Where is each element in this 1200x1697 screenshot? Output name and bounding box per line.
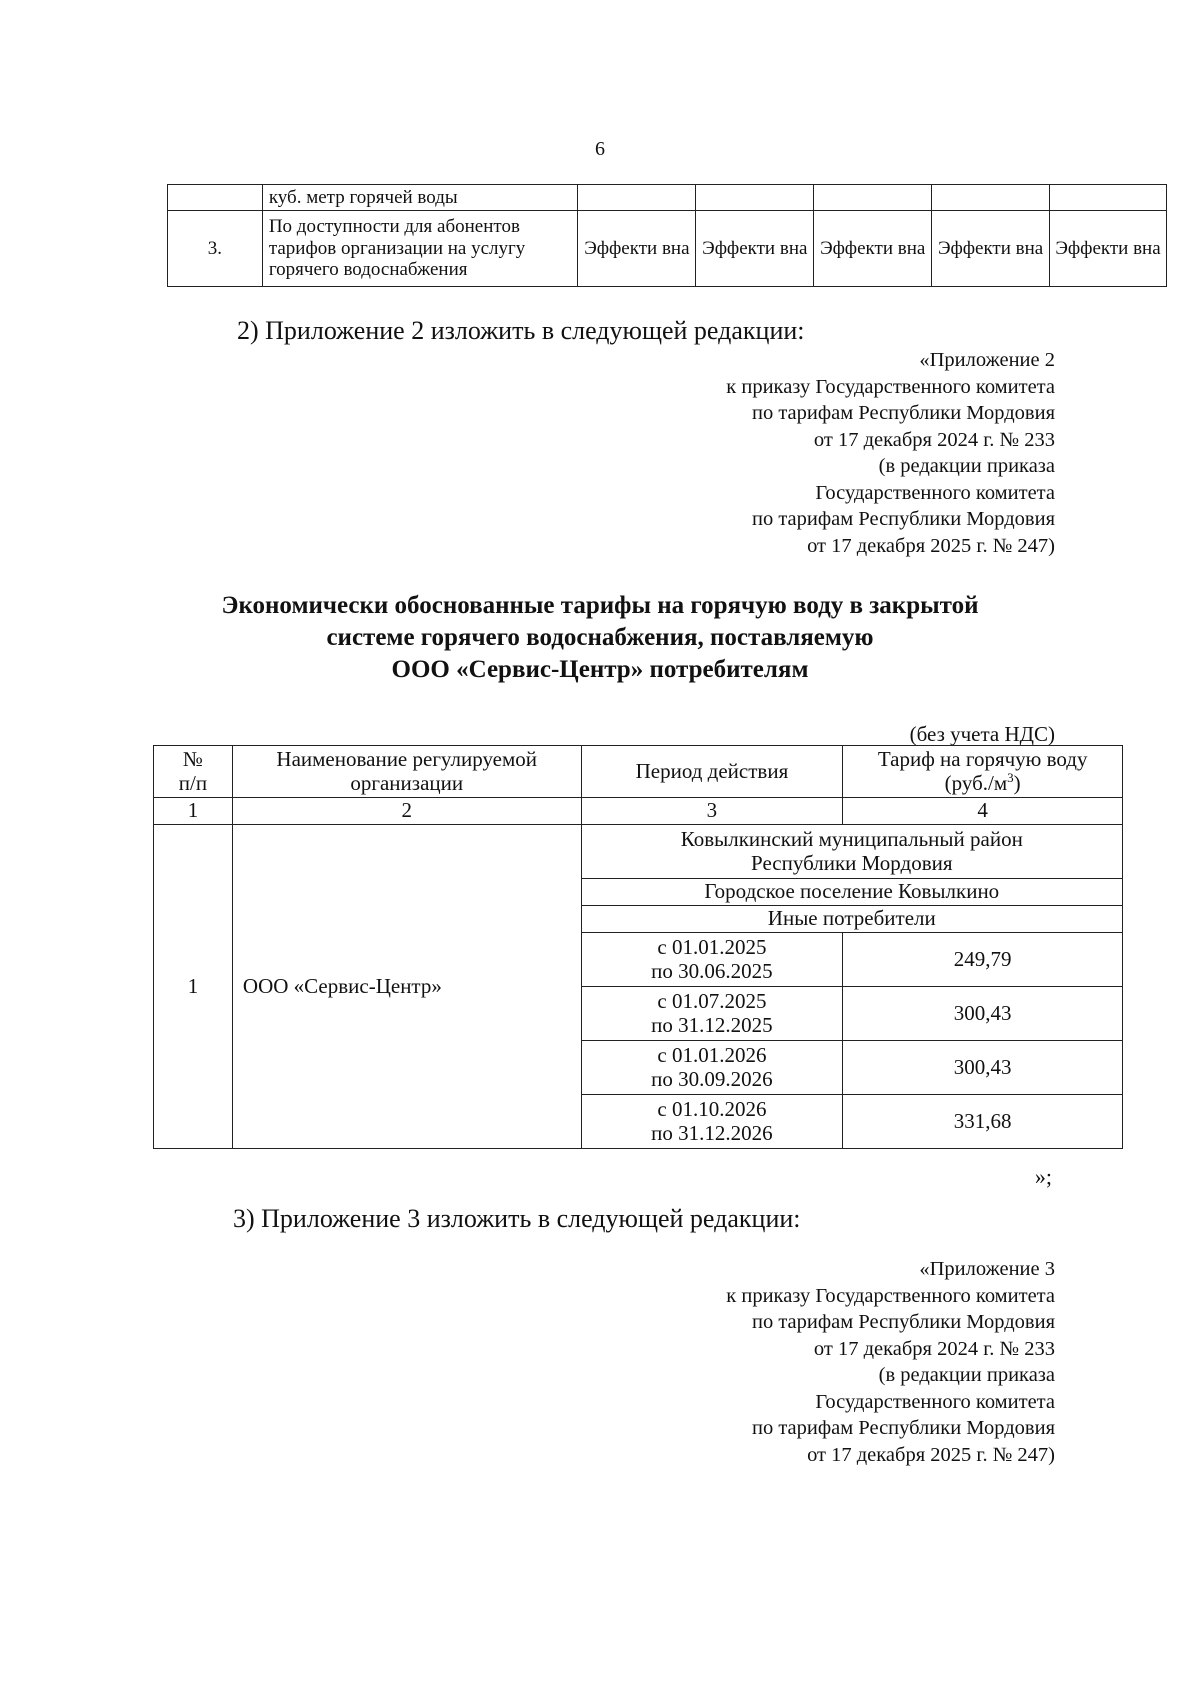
- tariff-value: 300,43: [843, 1041, 1123, 1095]
- column-number: 2: [232, 798, 581, 825]
- column-numbers-row: [154, 798, 1123, 825]
- period-cell: с 01.10.2026 по 31.12.2026: [581, 1095, 843, 1149]
- indicator-label: По доступности для абонентов тарифов организации на услугу горячего водоснабжения: [262, 211, 578, 287]
- column-number: 3: [581, 798, 843, 825]
- tariff-heading: Экономически обоснованные тарифы на горячую воду в закрытой системе горячего водоснабжения, поставляемую ООО «Сервис-Центр» потребителям: [221, 592, 979, 683]
- appendix-3-reference: «Приложение 3 к приказу Государственного комитета по тарифам Республики Мордовия от 17 декабря 2024 г. № 233 (в редакции приказа Государственного комитета по тарифам Республики Мордовия от 17 декабря 2025 г. № 247): [726, 1258, 1055, 1466]
- table-row: [154, 825, 1123, 879]
- table-header-row: [154, 746, 1123, 798]
- efficiency-value: Эффекти вна: [578, 211, 696, 287]
- indicator-label: куб. метр горячей воды: [262, 185, 578, 211]
- period-cell: с 01.07.2025 по 31.12.2025: [581, 987, 843, 1041]
- row-number: 1: [154, 825, 233, 1149]
- header-period: Период действия: [581, 746, 843, 798]
- row-number-cell: 3.: [168, 211, 263, 287]
- closing-quote: »;: [1034, 1164, 1052, 1189]
- tariff-value: 331,68: [843, 1095, 1123, 1149]
- item-3-instruction: 3) Приложение 3 изложить в следующей редакции:: [233, 1204, 801, 1233]
- efficiency-table: [167, 184, 1167, 287]
- period-cell: с 01.01.2025 по 30.06.2025: [581, 933, 843, 987]
- efficiency-value: Эффекти вна: [932, 211, 1050, 287]
- consumer-category: Иные потребители: [581, 906, 1122, 933]
- table-row: [168, 211, 1167, 287]
- efficiency-value: Эффекти вна: [1050, 211, 1167, 287]
- table-row: [168, 185, 1167, 211]
- tariff-value: 300,43: [843, 987, 1123, 1041]
- tariff-table: [153, 745, 1123, 1149]
- settlement-name: Городское поселение Ковылкино: [581, 879, 1122, 906]
- page-number: 6: [595, 138, 605, 160]
- vat-note: (без учета НДС): [909, 722, 1055, 746]
- tariff-value: 249,79: [843, 933, 1123, 987]
- efficiency-value: Эффекти вна: [696, 211, 814, 287]
- period-cell: с 01.01.2026 по 30.09.2026: [581, 1041, 843, 1095]
- district-name: Ковылкинский муниципальный район Республики Мордовия: [581, 825, 1122, 879]
- efficiency-value: Эффекти вна: [814, 211, 932, 287]
- appendix-2-reference: «Приложение 2 к приказу Государственного комитета по тарифам Республики Мордовия от 17 декабря 2024 г. № 233 (в редакции приказа Государственного комитета по тарифам Республики Мордовия от 17 декабря 2025 г. № 247): [726, 349, 1055, 557]
- item-2-instruction: 2) Приложение 2 изложить в следующей редакции:: [237, 316, 805, 345]
- header-organization: Наименование регулируемой организации: [232, 746, 581, 798]
- column-number: 4: [843, 798, 1123, 825]
- row-number-cell: [168, 185, 263, 211]
- column-number: 1: [154, 798, 233, 825]
- header-tariff: Тариф на горячую воду $(руб./м^3)$: [843, 746, 1123, 798]
- header-number: № п/п: [154, 746, 233, 798]
- organization-name: ООО «Сервис-Центр»: [232, 825, 581, 1149]
